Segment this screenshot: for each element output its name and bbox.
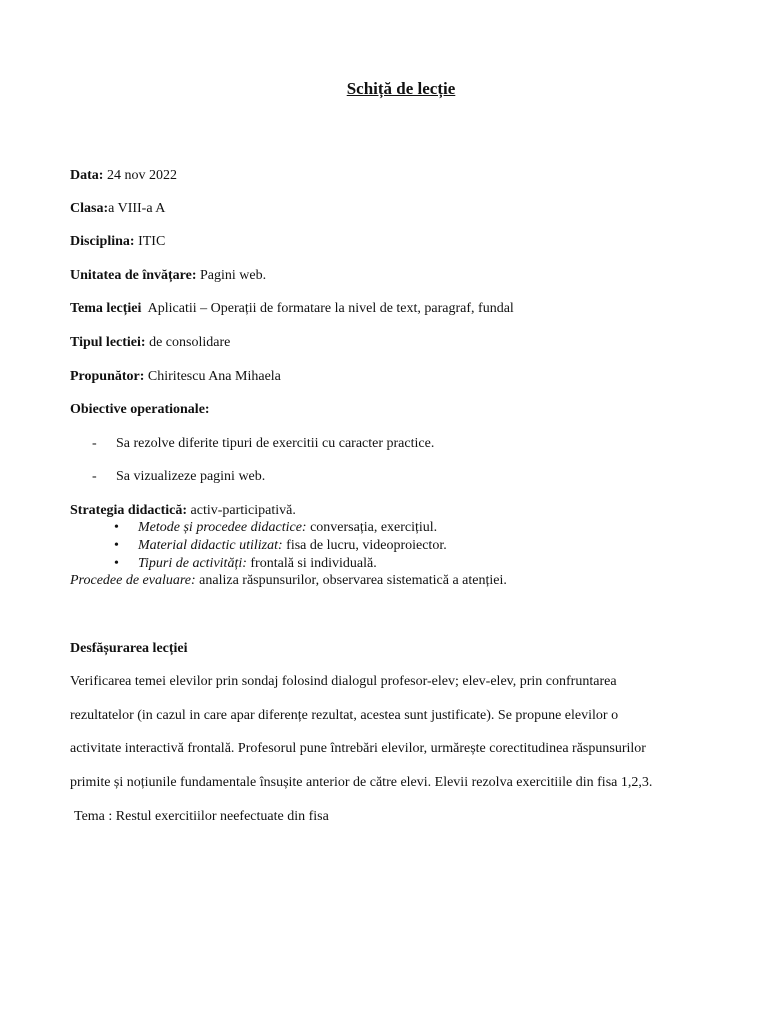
field-tipul-value: de consolidare [145,335,231,350]
dash-marker: - [92,469,97,484]
field-obiective-label: Obiective operationale: [70,402,210,417]
evaluation-line [70,572,507,590]
field-tema-lectiei-value: Aplicatii – Operații de formatare la nivel de text, paragraf, fundal [141,301,514,316]
field-propunator-value: Chiritescu Ana Mihaela [144,369,281,384]
field-strategia [70,502,296,520]
objective-text: Sa rezolve diferite tipuri de exercitii cu caracter practice. [116,436,435,451]
strategy-bullet-label: Metode și procedee didactice: [138,520,307,535]
field-unitatea [70,267,266,285]
field-unitatea-label: Unitatea de învățare: [70,268,197,283]
field-obiective [70,401,210,419]
strategy-bullet [116,519,437,537]
strategy-bullet [116,555,377,573]
field-unitatea-value: Pagini web. [196,268,267,283]
strategy-bullet-value: conversația, exercițiul. [306,520,438,535]
field-tipul-label: Tipul lectiei: [70,335,146,350]
field-clasa [70,200,165,218]
objective-text: Sa vizualizeze pagini web. [116,469,266,484]
field-disciplina-label: Disciplina: [70,234,135,249]
strategy-bullet-label: Tipuri de activități: [138,556,247,571]
field-clasa-value: a VIII-a A [108,201,166,216]
homework-line: Tema : Restul exercitiilor neefectuate din fisa [74,809,329,824]
evaluation-label: Procedee de evaluare: [70,573,196,588]
field-propunator-label: Propunător: [70,369,145,384]
field-data-label: Data: [70,168,104,183]
strategy-bullet [116,537,447,555]
bullet-icon: • [114,538,119,553]
dash-marker: - [92,436,97,451]
field-disciplina-value: ITIC [134,234,166,249]
field-clasa-label: Clasa: [70,201,109,216]
bullet-icon: • [114,556,119,571]
objective-item [92,435,434,453]
field-tipul [70,334,230,352]
field-tema-lectiei-label: Tema lecției [70,301,142,316]
strategy-bullet-label: Material didactic utilizat: [138,538,283,553]
paragraph-line: primite și noțiunile fundamentale însușite anterior de către elevi. Elevii rezolva exercitiile din fisa 1,2,3. [70,775,653,790]
field-disciplina [70,233,165,251]
field-strategia-value: activ-participativă. [187,503,296,518]
objective-item [92,468,265,486]
field-tema-lectiei [70,300,514,318]
paragraph-line: activitate interactivă frontală. Profesorul pune întrebări elevilor, urmărește corectitudinea răspunsurilor [70,741,646,756]
field-strategia-label: Strategia didactică: [70,503,188,518]
field-data [70,167,177,185]
page-title: Schiță de lecție [346,79,456,98]
paragraph-line: rezultatelor (in cazul in care apar diferențe rezultat, acestea sunt justificate). Se propune elevilor o [70,708,619,723]
strategy-bullet-value: fisa de lucru, videoproiector. [282,538,447,553]
paragraph-line: Verificarea temei elevilor prin sondaj folosind dialogul profesor-elev; elev-elev, prin confruntarea [70,674,617,689]
field-propunator [70,368,281,386]
strategy-bullet-value: frontală si individuală. [246,556,377,571]
field-data-value: 24 nov 2022 [103,168,177,183]
bullet-icon: • [114,520,119,535]
section-title-desfasurare: Desfășurarea lecției [70,641,188,656]
evaluation-value: analiza răspunsurilor, observarea sistematică a atenției. [195,573,507,588]
